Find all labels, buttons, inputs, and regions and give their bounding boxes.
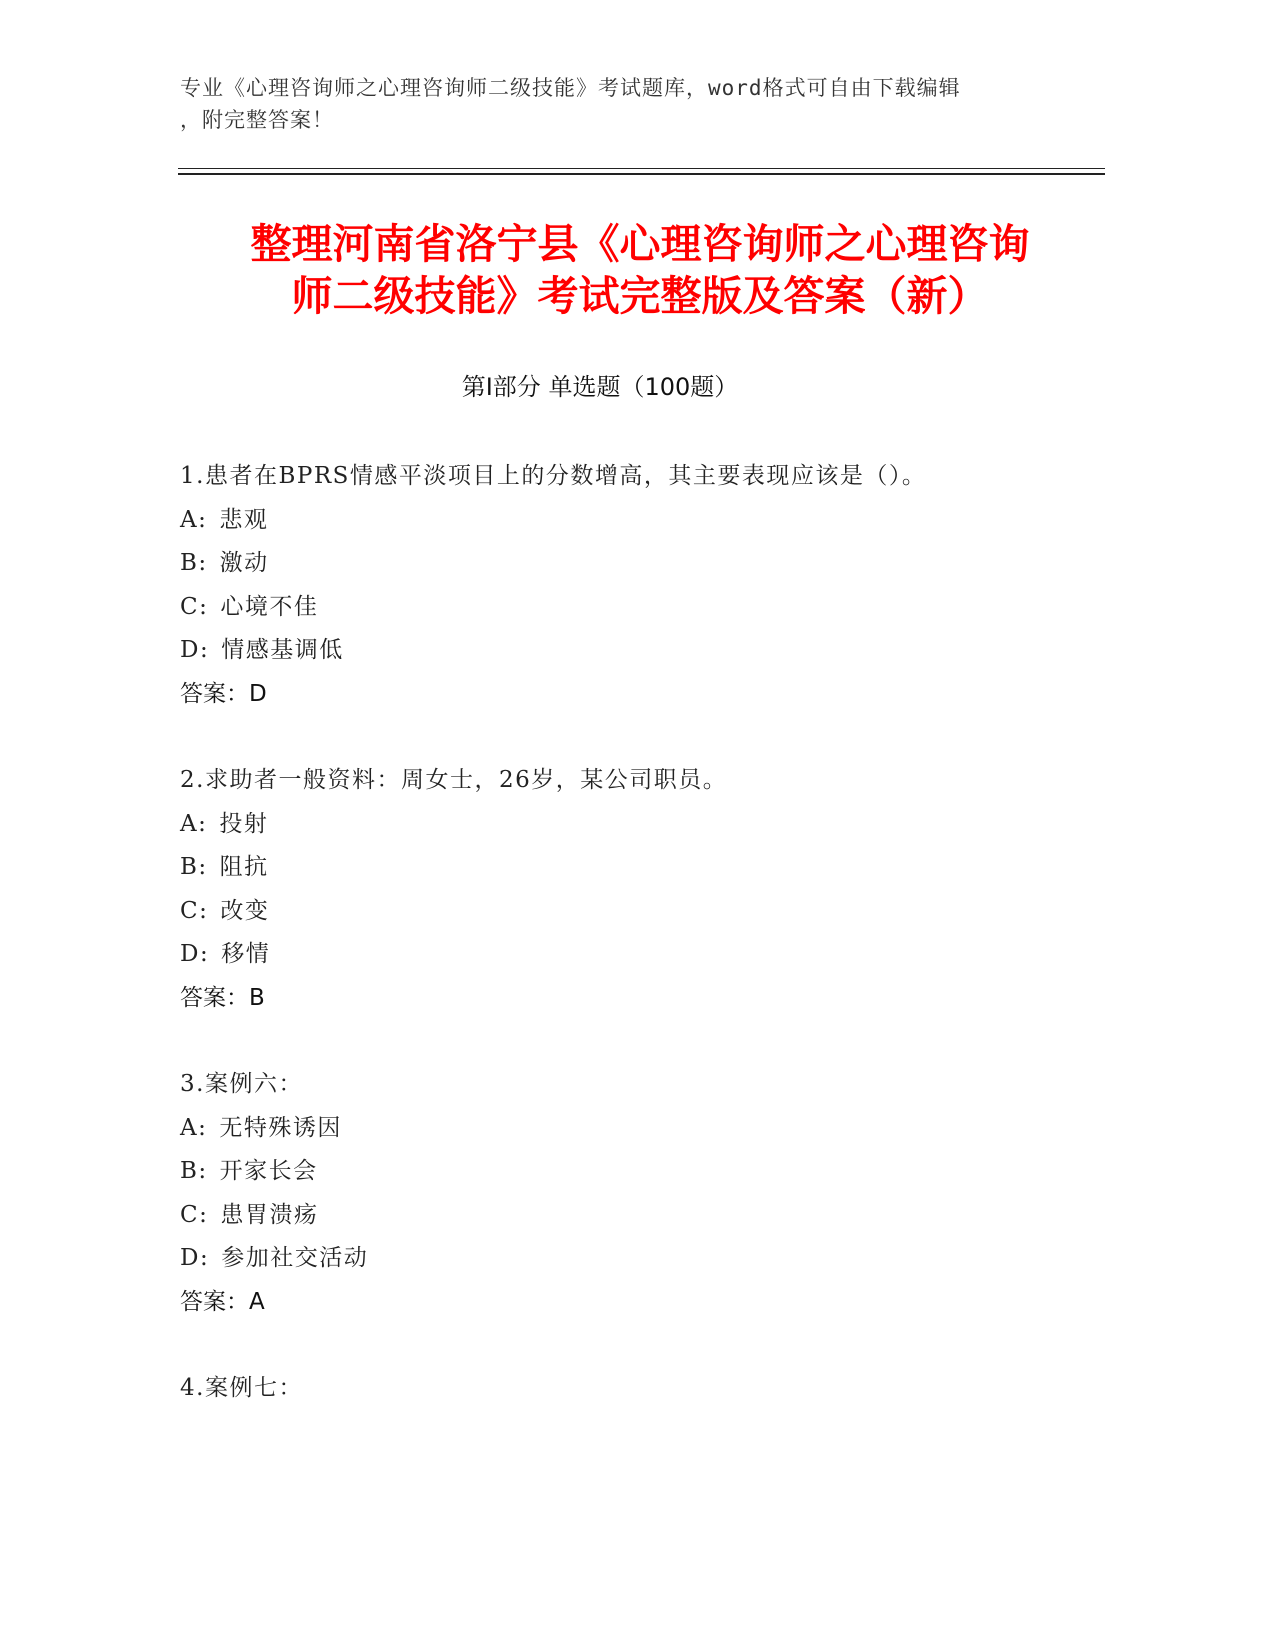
option-c xyxy=(180,890,1080,934)
option-text: 患胃溃疡 xyxy=(220,1201,319,1228)
answer: 答案：B xyxy=(180,984,265,1011)
option-text: 投射 xyxy=(219,810,269,837)
question-stem: 3.案例六： xyxy=(180,1071,303,1097)
option-label: D: xyxy=(180,1245,210,1271)
option-label: A: xyxy=(180,810,208,837)
question-stem: 1.患者在BPRS情感平淡项目上的分数增高，其主要表现应该是（）。 xyxy=(180,463,927,489)
option-label: D: xyxy=(180,941,210,967)
option-d xyxy=(180,629,1080,673)
option-label: A: xyxy=(180,506,208,533)
question-2 xyxy=(180,759,1080,1020)
option-a xyxy=(180,803,1080,847)
option-d xyxy=(180,1237,1080,1281)
option-b xyxy=(180,1150,1080,1194)
option-text: 参加社交活动 xyxy=(221,1245,369,1271)
option-label: C: xyxy=(180,1201,209,1228)
section-title: 第Ⅰ部分 单选题（100题） xyxy=(461,373,739,401)
answer: 答案：D xyxy=(180,680,267,707)
option-text: 心境不佳 xyxy=(220,593,319,620)
option-text: 改变 xyxy=(220,897,270,924)
document-title-line-2: 师二级技能》考试完整版及答案（新） xyxy=(291,272,989,320)
option-text: 激动 xyxy=(219,550,269,576)
header-divider-thin xyxy=(178,168,1105,169)
answer: 答案：A xyxy=(180,1288,265,1315)
question-4 xyxy=(180,1367,1080,1411)
option-label: A: xyxy=(180,1114,208,1141)
option-label: C: xyxy=(180,593,209,620)
option-label: B: xyxy=(180,854,208,880)
option-label: B: xyxy=(180,550,208,576)
header-note xyxy=(180,72,1060,136)
option-label: C: xyxy=(180,897,209,924)
question-stem: 2.求助者一般资料：周女士，26岁，某公司职员。 xyxy=(180,767,728,793)
option-text: 开家长会 xyxy=(219,1158,318,1184)
option-text: 悲观 xyxy=(219,506,269,533)
option-d xyxy=(180,933,1080,977)
question-list xyxy=(180,455,1080,1454)
option-label: B: xyxy=(180,1158,208,1184)
option-text: 阻抗 xyxy=(219,854,269,880)
document-title-line-1: 整理河南省洛宁县《心理咨询师之心理咨询 xyxy=(250,220,1030,268)
option-b xyxy=(180,542,1080,586)
option-text: 无特殊诱因 xyxy=(219,1114,342,1141)
question-stem: 4.案例七： xyxy=(180,1375,303,1401)
header-note-line-2: ，附完整答案！ xyxy=(180,108,334,132)
question-1 xyxy=(180,455,1080,716)
option-text: 情感基调低 xyxy=(221,637,344,663)
option-b xyxy=(180,846,1080,890)
header-divider-thick xyxy=(178,173,1105,175)
option-c xyxy=(180,586,1080,630)
option-c xyxy=(180,1194,1080,1238)
document-title xyxy=(160,218,1120,322)
option-a xyxy=(180,1107,1080,1151)
option-label: D: xyxy=(180,637,210,663)
header-note-line-1: 专业《心理咨询师之心理咨询师二级技能》考试题库，word格式可自由下载编辑 xyxy=(180,76,961,100)
option-a xyxy=(180,499,1080,543)
option-text: 移情 xyxy=(221,941,271,967)
question-3 xyxy=(180,1063,1080,1324)
